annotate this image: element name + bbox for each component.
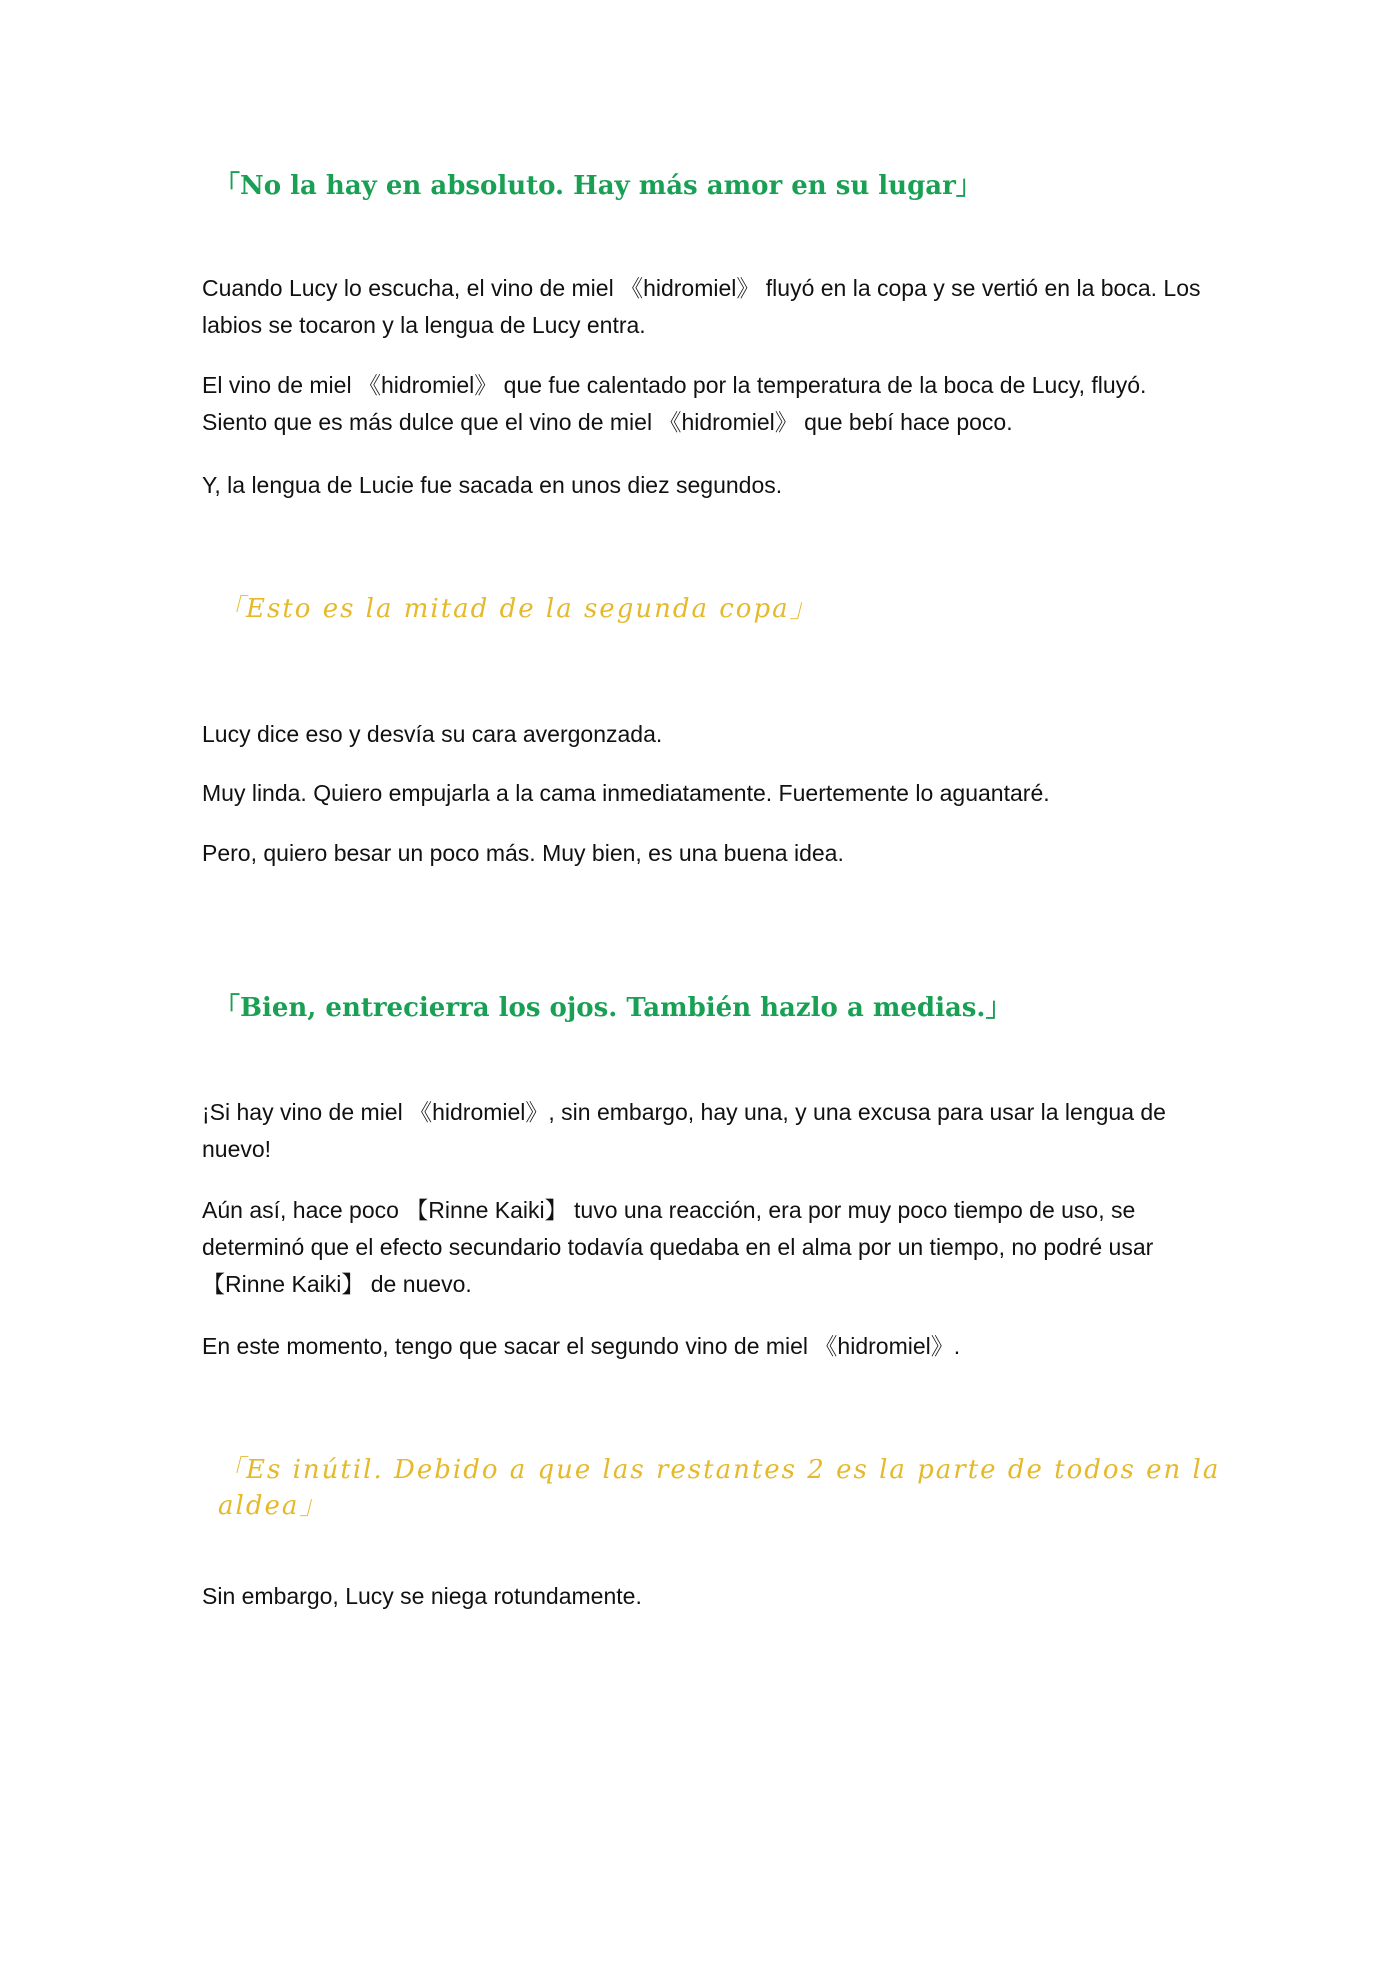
paragraph: Aún así, hace poco 【Rinne Kaiki】 tuvo una reacción, era por muy poco tiempo de uso, se determinó que el efecto secundario todavía quedaba en el alma por un tiempo, no podré usar 【Rinne Kaiki】 de nuevo. (202, 1197, 1154, 1297)
paragraph: Lucy dice eso y desvía su cara avergonzada. (202, 721, 663, 747)
paragraph: Sin embargo, Lucy se niega rotundamente. (202, 1583, 642, 1609)
paragraph: En este momento, tengo que sacar el segundo vino de miel 《hidromiel》. (202, 1333, 961, 1359)
dialogue-line: 「Es inútil. Debido a que las restantes 2 es la parte de todos en la aldea」 (218, 1455, 1221, 1521)
paragraph: Cuando Lucy lo escucha, el vino de miel 《hidromiel》 fluyó en la copa y se vertió en la boca. Los labios se tocaron y la lengua de Lucy entra. (202, 275, 1201, 338)
dialogue-line: 「Esto es la mitad de la segunda copa」 (218, 594, 818, 624)
dialogue-line: 「Bien, entrecierra los ojos. También hazlo a medias.」 (214, 993, 1012, 1023)
paragraph: ¡Si hay vino de miel 《hidromiel》, sin embargo, hay una, y una excusa para usar la lengua de nuevo! (202, 1099, 1166, 1162)
paragraph: Pero, quiero besar un poco más. Muy bien, es una buena idea. (202, 840, 844, 866)
paragraph: Y, la lengua de Lucie fue sacada en unos diez segundos. (202, 472, 783, 498)
paragraph: El vino de miel 《hidromiel》 que fue calentado por la temperatura de la boca de Lucy, fluyó. Siento que es más dulce que el vino de miel 《hidromiel》 que bebí hace poco. (202, 372, 1147, 435)
dialogue-line: 「No la hay en absoluto. Hay más amor en su lugar」 (214, 171, 982, 201)
paragraph: Muy linda. Quiero empujarla a la cama inmediatamente. Fuertemente lo aguantaré. (202, 780, 1050, 806)
